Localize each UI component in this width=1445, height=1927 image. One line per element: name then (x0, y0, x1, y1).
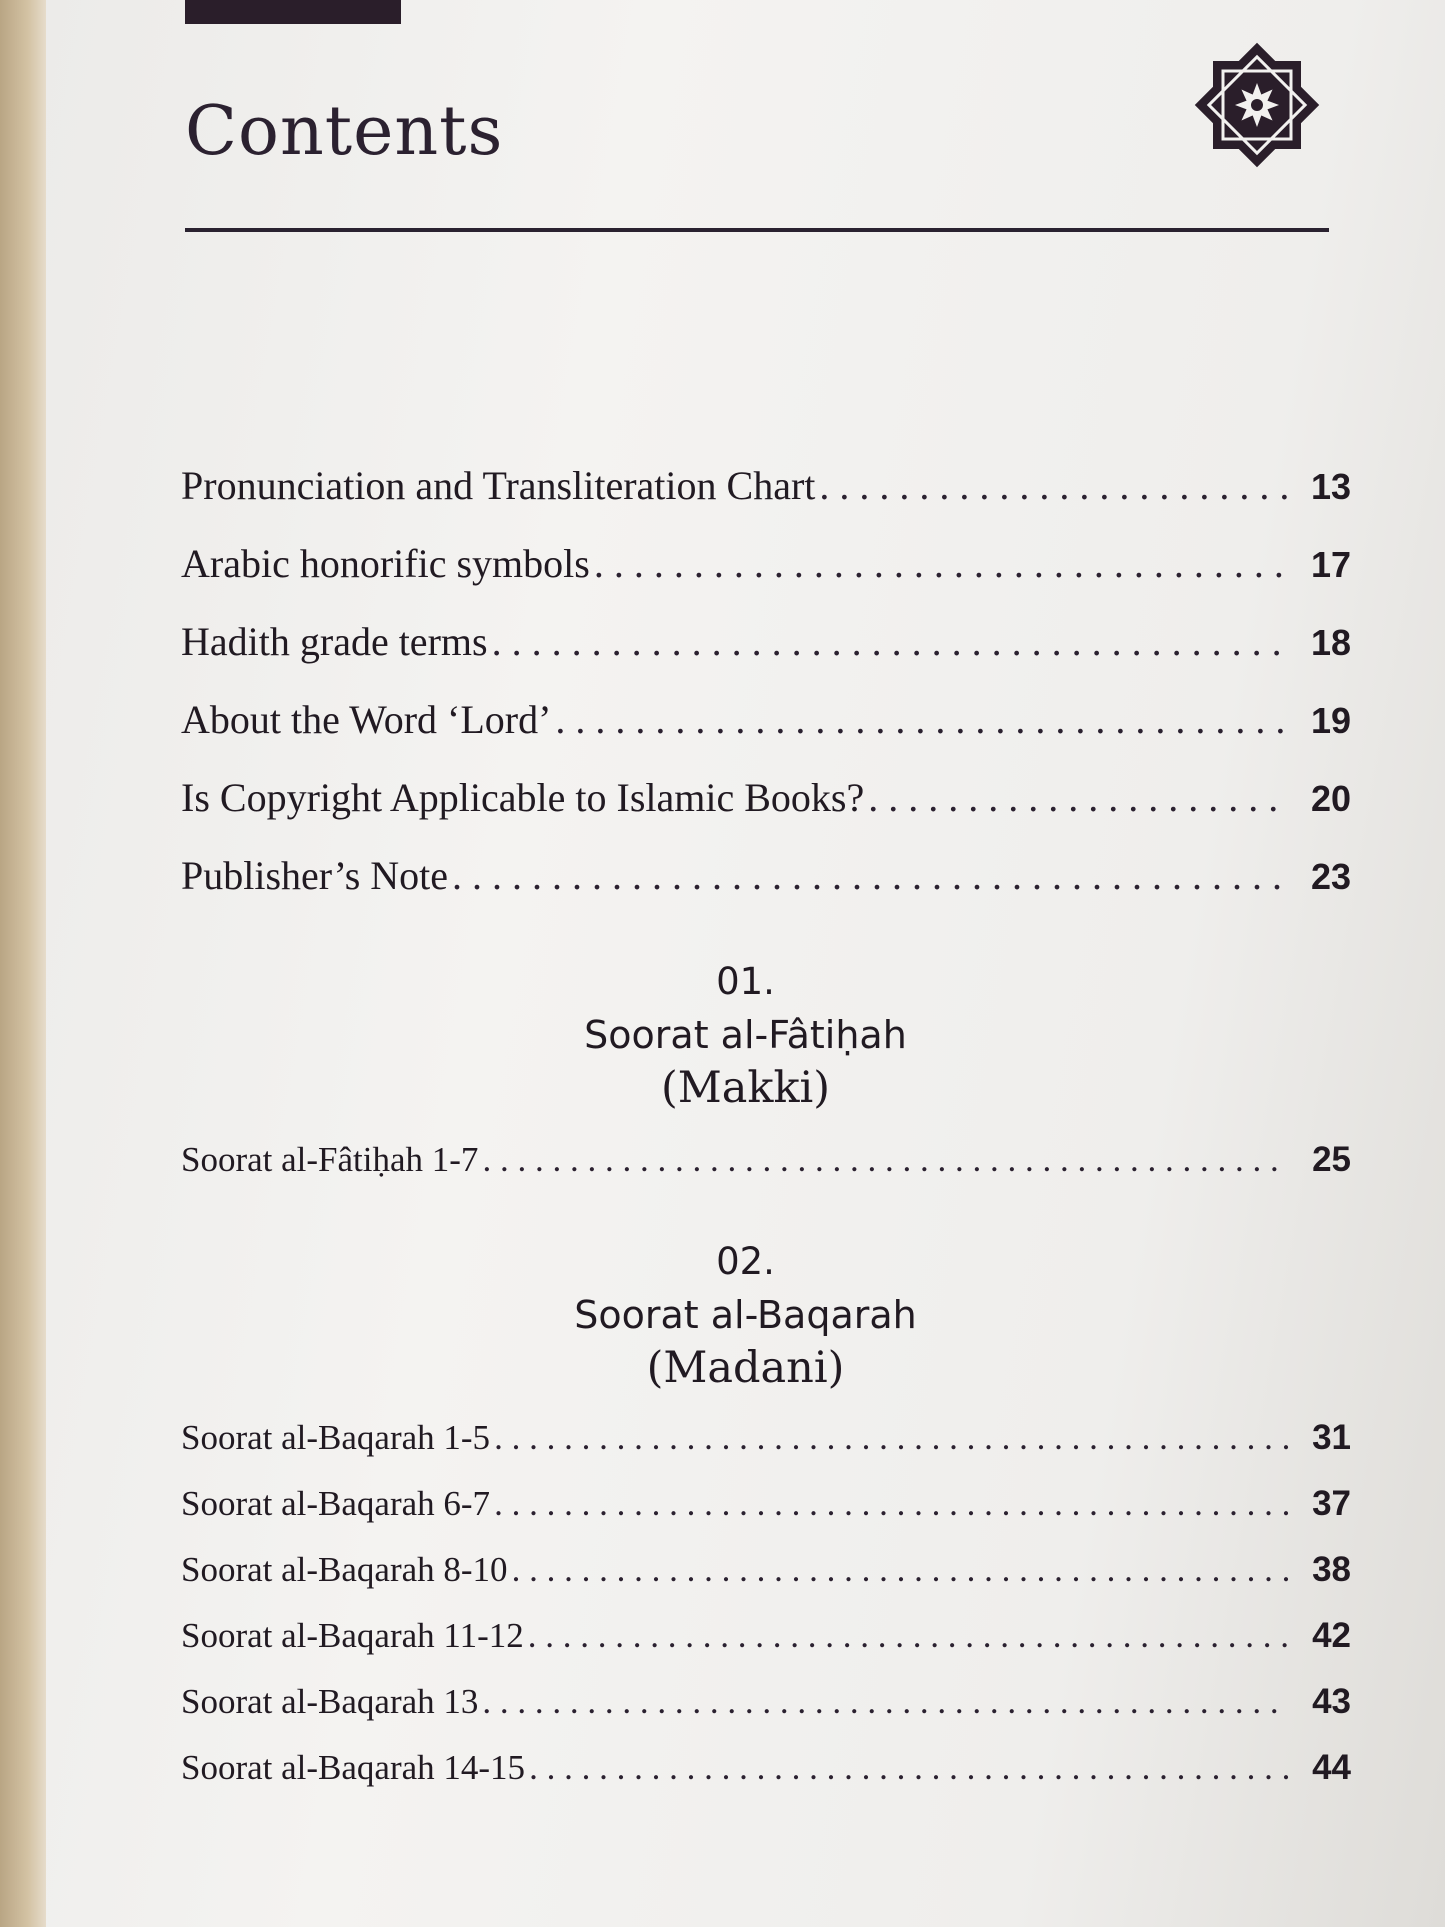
toc-entry[interactable] (181, 1418, 1351, 1458)
toc-entry-title: Soorat al-Baqarah 14-15 (181, 1748, 526, 1787)
leader-dots (482, 1140, 1289, 1180)
leader-dots (482, 1682, 1289, 1722)
toc-entry-page: 19 (1310, 700, 1351, 741)
toc-entry-title: Publisher’s Note (181, 853, 449, 898)
toc-entry[interactable] (181, 774, 1351, 821)
section-name: Soorat al-Fâtiḥah (584, 1013, 907, 1057)
leader-dots (594, 540, 1289, 587)
toc-entry[interactable] (181, 1682, 1351, 1722)
toc-entry-title: Soorat al-Fâtiḥah 1-7 (181, 1140, 479, 1179)
leader-dots (494, 1484, 1289, 1524)
toc-entry-page: 20 (1310, 778, 1351, 819)
toc-entry-title: Soorat al-Baqarah 13 (181, 1682, 479, 1721)
toc-entry[interactable] (181, 462, 1351, 509)
toc-entry-title: Soorat al-Baqarah 11-12 (181, 1616, 524, 1655)
toc-entry-page: 18 (1310, 622, 1351, 663)
leader-dots (512, 1550, 1289, 1590)
leader-dots (868, 774, 1289, 821)
toc-entry[interactable] (181, 852, 1351, 899)
title-rule (185, 228, 1329, 232)
section-name: Soorat al-Baqarah (574, 1293, 917, 1337)
toc-entry-title: Soorat al-Baqarah 1-5 (181, 1418, 491, 1457)
toc-entry-page: 38 (1312, 1550, 1351, 1589)
toc-entry-page: 43 (1312, 1682, 1351, 1721)
book-spine (0, 0, 46, 1927)
section-number: 01. (716, 960, 775, 1003)
top-bar-decoration (185, 0, 401, 24)
section-type: (Makki) (660, 1063, 831, 1113)
toc-entry-title: About the Word ‘Lord’ (181, 697, 552, 742)
leader-dots (529, 1748, 1289, 1788)
toc-entry-page: 23 (1310, 856, 1351, 897)
toc-entry[interactable] (181, 696, 1351, 743)
toc-entry[interactable] (181, 1140, 1351, 1180)
toc-entry-page: 25 (1312, 1140, 1351, 1179)
leader-dots (528, 1616, 1289, 1656)
toc-entry-page: 37 (1312, 1484, 1351, 1523)
leader-dots (452, 852, 1289, 899)
star-ornament-icon (1192, 40, 1322, 170)
leader-dots (492, 618, 1289, 665)
toc-entry-title: Soorat al-Baqarah 8-10 (181, 1550, 508, 1589)
toc-entry-title: Pronunciation and Transliteration Chart (181, 463, 816, 508)
leader-dots (819, 462, 1289, 509)
toc-entry[interactable] (181, 1484, 1351, 1524)
toc-entry[interactable] (181, 1550, 1351, 1590)
leader-dots (555, 696, 1289, 743)
book-page (46, 0, 1445, 1927)
section-type: (Madani) (646, 1343, 845, 1393)
toc-entry-page: 17 (1310, 544, 1351, 585)
toc-entry[interactable] (181, 540, 1351, 587)
leader-dots (494, 1418, 1289, 1458)
toc-entry-title: Is Copyright Applicable to Islamic Books? (181, 775, 865, 820)
toc-entry[interactable] (181, 1616, 1351, 1656)
toc-entry-title: Arabic honorific symbols (181, 541, 590, 586)
toc-entry-page: 42 (1312, 1616, 1351, 1655)
toc-entry-title: Hadith grade terms (181, 619, 488, 664)
toc-entry-page: 31 (1312, 1418, 1351, 1457)
section-number: 02. (716, 1240, 775, 1283)
toc-entry[interactable] (181, 1748, 1351, 1788)
toc-entry-page: 13 (1310, 466, 1351, 507)
toc-entry-title: Soorat al-Baqarah 6-7 (181, 1484, 491, 1523)
toc-entry[interactable] (181, 618, 1351, 665)
page-title: Contents (185, 92, 504, 171)
toc-entry-page: 44 (1312, 1748, 1351, 1787)
